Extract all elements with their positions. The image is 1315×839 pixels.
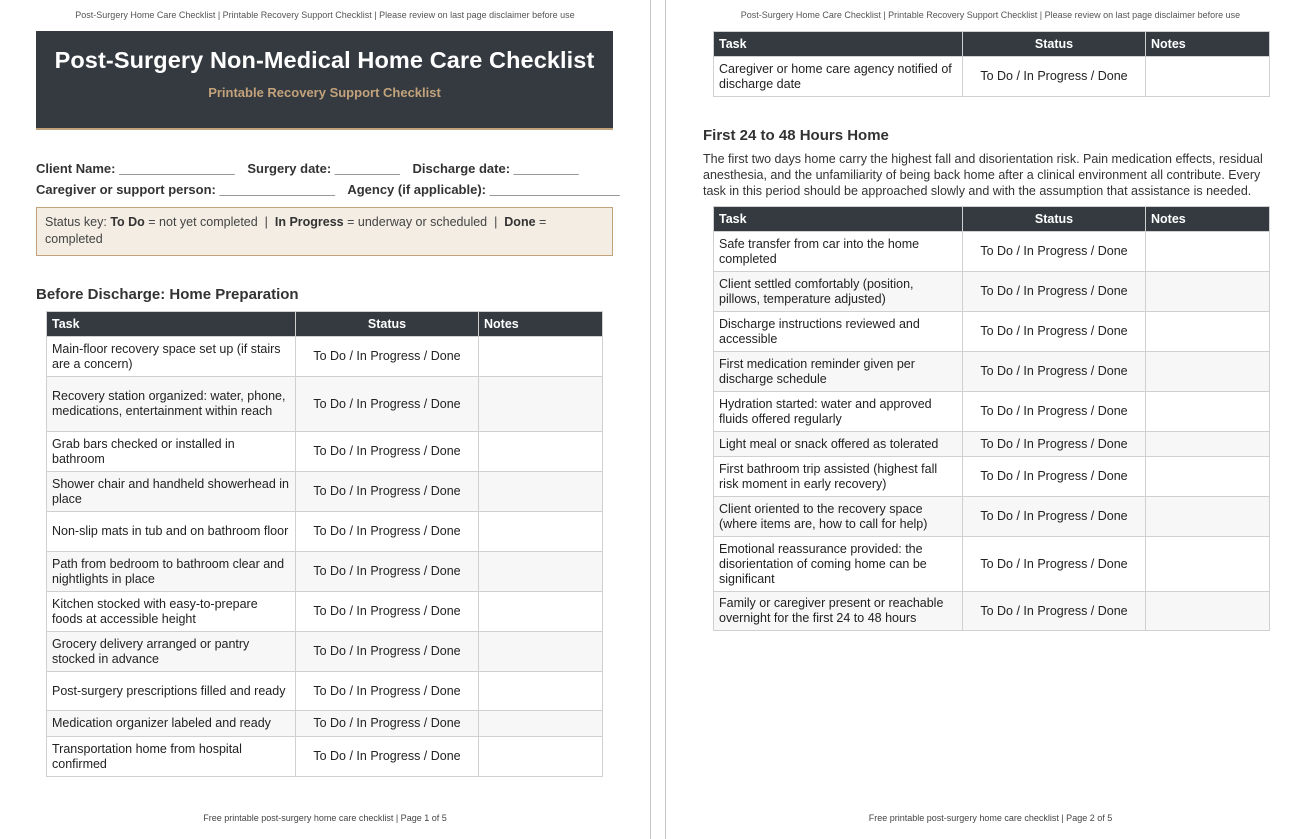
section-title-first-48-hours: First 24 to 48 Hours Home <box>703 127 889 144</box>
status-cell[interactable]: To Do / In Progress / Done <box>963 432 1146 457</box>
table-row <box>47 672 603 711</box>
task-cell: Path from bedroom to bathroom clear and nightlights in place <box>47 552 296 592</box>
header-status: Status <box>296 312 479 337</box>
task-cell: Client oriented to the recovery space (where items are, how to call for help) <box>714 497 963 537</box>
status-cell[interactable]: To Do / In Progress / Done <box>296 592 479 632</box>
table-row <box>714 232 1270 272</box>
table-row <box>47 632 603 672</box>
checklist-table-continued <box>713 31 1270 97</box>
caregiver-fields-row <box>36 182 620 197</box>
status-cell[interactable]: To Do / In Progress / Done <box>963 232 1146 272</box>
task-cell: Grocery delivery arranged or pantry stocked in advance <box>47 632 296 672</box>
status-key-todo: To Do <box>110 215 145 229</box>
notes-cell[interactable] <box>479 737 603 777</box>
title-banner <box>36 31 613 130</box>
notes-cell[interactable] <box>479 632 603 672</box>
document-page-2 <box>666 0 1315 839</box>
notes-cell[interactable] <box>1146 312 1270 352</box>
header-notes: Notes <box>1146 207 1270 232</box>
notes-cell[interactable] <box>1146 272 1270 312</box>
page-header: Post-Surgery Home Care Checklist | Printable Recovery Support Checklist | Please review on last page disclaimer before use <box>740 10 1241 20</box>
header-task: Task <box>47 312 296 337</box>
status-key-prefix: Status key: <box>45 215 111 229</box>
table-row <box>714 57 1270 97</box>
task-cell: Grab bars checked or installed in bathroom <box>47 432 296 472</box>
status-cell[interactable]: To Do / In Progress / Done <box>296 711 479 737</box>
notes-cell[interactable] <box>479 711 603 737</box>
status-key-todo-desc: = not yet completed | <box>144 215 275 229</box>
status-cell[interactable]: To Do / In Progress / Done <box>963 392 1146 432</box>
notes-cell[interactable] <box>479 432 603 472</box>
table-header-row <box>47 312 603 337</box>
status-cell[interactable]: To Do / In Progress / Done <box>963 272 1146 312</box>
notes-cell[interactable] <box>479 592 603 632</box>
notes-cell[interactable] <box>479 672 603 711</box>
table-row <box>714 392 1270 432</box>
header-notes: Notes <box>1146 32 1270 57</box>
table-row <box>47 472 603 512</box>
notes-cell[interactable] <box>1146 432 1270 457</box>
table-row <box>47 552 603 592</box>
task-cell: Kitchen stocked with easy-to-prepare foods at accessible height <box>47 592 296 632</box>
table-row <box>47 377 603 432</box>
page-divider-left <box>650 0 651 839</box>
document-subtitle: Printable Recovery Support Checklist <box>208 85 441 100</box>
page-footer: Free printable post-surgery home care checklist | Page 2 of 5 <box>868 813 1113 823</box>
caregiver-field: Caregiver or support person: ________________ <box>36 182 336 197</box>
task-cell: Discharge instructions reviewed and accessible <box>714 312 963 352</box>
notes-cell[interactable] <box>479 337 603 377</box>
header-status: Status <box>963 32 1146 57</box>
page-footer: Free printable post-surgery home care checklist | Page 1 of 5 <box>203 813 447 823</box>
table-row <box>714 537 1270 592</box>
table-row <box>714 592 1270 631</box>
notes-cell[interactable] <box>479 472 603 512</box>
header-notes: Notes <box>479 312 603 337</box>
task-cell: First bathroom trip assisted (highest fall risk moment in early recovery) <box>714 457 963 497</box>
task-cell: Emotional reassurance provided: the disorientation of coming home can be significant <box>714 537 963 592</box>
section-intro-paragraph: The first two days home carry the highest fall and disorientation risk. Pain medication effects, residual anesthesia, and the unfamiliarity of being back home after a clinical environment all contribute. Every task in this period should be approached slowly and with the assumption that assistance is needed. <box>703 152 1263 198</box>
status-cell[interactable]: To Do / In Progress / Done <box>296 337 479 377</box>
task-cell: Hydration started: water and approved fluids offered regularly <box>714 392 963 432</box>
notes-cell[interactable] <box>1146 497 1270 537</box>
table-row <box>714 432 1270 457</box>
table-header-row <box>714 32 1270 57</box>
header-task: Task <box>714 207 963 232</box>
client-fields-row <box>36 161 579 176</box>
status-cell[interactable]: To Do / In Progress / Done <box>963 537 1146 592</box>
agency-field: Agency (if applicable): __________________ <box>347 182 620 197</box>
notes-cell[interactable] <box>1146 457 1270 497</box>
task-cell: First medication reminder given per discharge schedule <box>714 352 963 392</box>
notes-cell[interactable] <box>1146 232 1270 272</box>
status-cell[interactable]: To Do / In Progress / Done <box>296 472 479 512</box>
notes-cell[interactable] <box>479 552 603 592</box>
notes-cell[interactable] <box>479 377 603 432</box>
checklist-table-before-discharge <box>46 311 603 777</box>
task-cell: Caregiver or home care agency notified of discharge date <box>714 57 963 97</box>
table-row <box>714 272 1270 312</box>
status-key-done: Done <box>504 215 536 229</box>
status-key-progress-desc: = underway or scheduled | <box>343 215 505 229</box>
notes-cell[interactable] <box>1146 537 1270 592</box>
client-name-field: Client Name: ________________ <box>36 161 235 176</box>
checklist-table-first-48-hours <box>713 206 1270 631</box>
task-cell: Main-floor recovery space set up (if stairs are a concern) <box>47 337 296 377</box>
discharge-date-field: Discharge date: _________ <box>412 161 579 176</box>
status-key-progress: In Progress <box>274 215 344 229</box>
table-row <box>714 497 1270 537</box>
task-cell: Shower chair and handheld showerhead in place <box>47 472 296 512</box>
table-row <box>47 711 603 737</box>
task-cell: Post-surgery prescriptions filled and ready <box>47 672 296 711</box>
task-cell: Transportation home from hospital confirmed <box>47 737 296 777</box>
table-row <box>47 737 603 777</box>
task-cell: Family or caregiver present or reachable overnight for the first 24 to 48 hours <box>714 592 963 631</box>
table-row <box>47 592 603 632</box>
table-row <box>714 312 1270 352</box>
task-cell: Medication organizer labeled and ready <box>47 711 296 737</box>
surgery-date-field: Surgery date: _________ <box>247 161 400 176</box>
table-row <box>47 512 603 552</box>
status-cell[interactable]: To Do / In Progress / Done <box>296 632 479 672</box>
task-cell: Recovery station organized: water, phone, medications, entertainment within reach <box>47 377 296 432</box>
status-cell[interactable]: To Do / In Progress / Done <box>963 312 1146 352</box>
status-cell[interactable]: To Do / In Progress / Done <box>963 592 1146 631</box>
status-cell[interactable]: To Do / In Progress / Done <box>296 552 479 592</box>
page-header: Post-Surgery Home Care Checklist | Printable Recovery Support Checklist | Please review on last page disclaimer before use <box>75 10 575 20</box>
document-title: Post-Surgery Non-Medical Home Care Checklist <box>54 47 595 73</box>
status-cell[interactable]: To Do / In Progress / Done <box>963 352 1146 392</box>
header-task: Task <box>714 32 963 57</box>
task-cell: Non-slip mats in tub and on bathroom floor <box>47 512 296 552</box>
notes-cell[interactable] <box>1146 57 1270 97</box>
status-cell[interactable]: To Do / In Progress / Done <box>963 457 1146 497</box>
notes-cell[interactable] <box>1146 352 1270 392</box>
status-cell[interactable]: To Do / In Progress / Done <box>963 497 1146 537</box>
status-cell[interactable]: To Do / In Progress / Done <box>296 377 479 432</box>
task-cell: Safe transfer from car into the home completed <box>714 232 963 272</box>
table-row <box>47 337 603 377</box>
status-cell[interactable]: To Do / In Progress / Done <box>296 672 479 711</box>
section-title-before-discharge: Before Discharge: Home Preparation <box>36 286 299 303</box>
status-key-done-desc: = completed <box>45 215 547 246</box>
status-cell[interactable]: To Do / In Progress / Done <box>296 737 479 777</box>
table-row <box>714 352 1270 392</box>
status-cell[interactable]: To Do / In Progress / Done <box>296 512 479 552</box>
status-key-box <box>36 207 613 256</box>
notes-cell[interactable] <box>1146 392 1270 432</box>
status-cell[interactable]: To Do / In Progress / Done <box>963 57 1146 97</box>
header-status: Status <box>963 207 1146 232</box>
task-cell: Client settled comfortably (position, pillows, temperature adjusted) <box>714 272 963 312</box>
table-row <box>47 432 603 472</box>
table-header-row <box>714 207 1270 232</box>
table-row <box>714 457 1270 497</box>
task-cell: Light meal or snack offered as tolerated <box>714 432 963 457</box>
document-page-1 <box>0 0 650 839</box>
notes-cell[interactable] <box>479 512 603 552</box>
notes-cell[interactable] <box>1146 592 1270 631</box>
status-cell[interactable]: To Do / In Progress / Done <box>296 432 479 472</box>
